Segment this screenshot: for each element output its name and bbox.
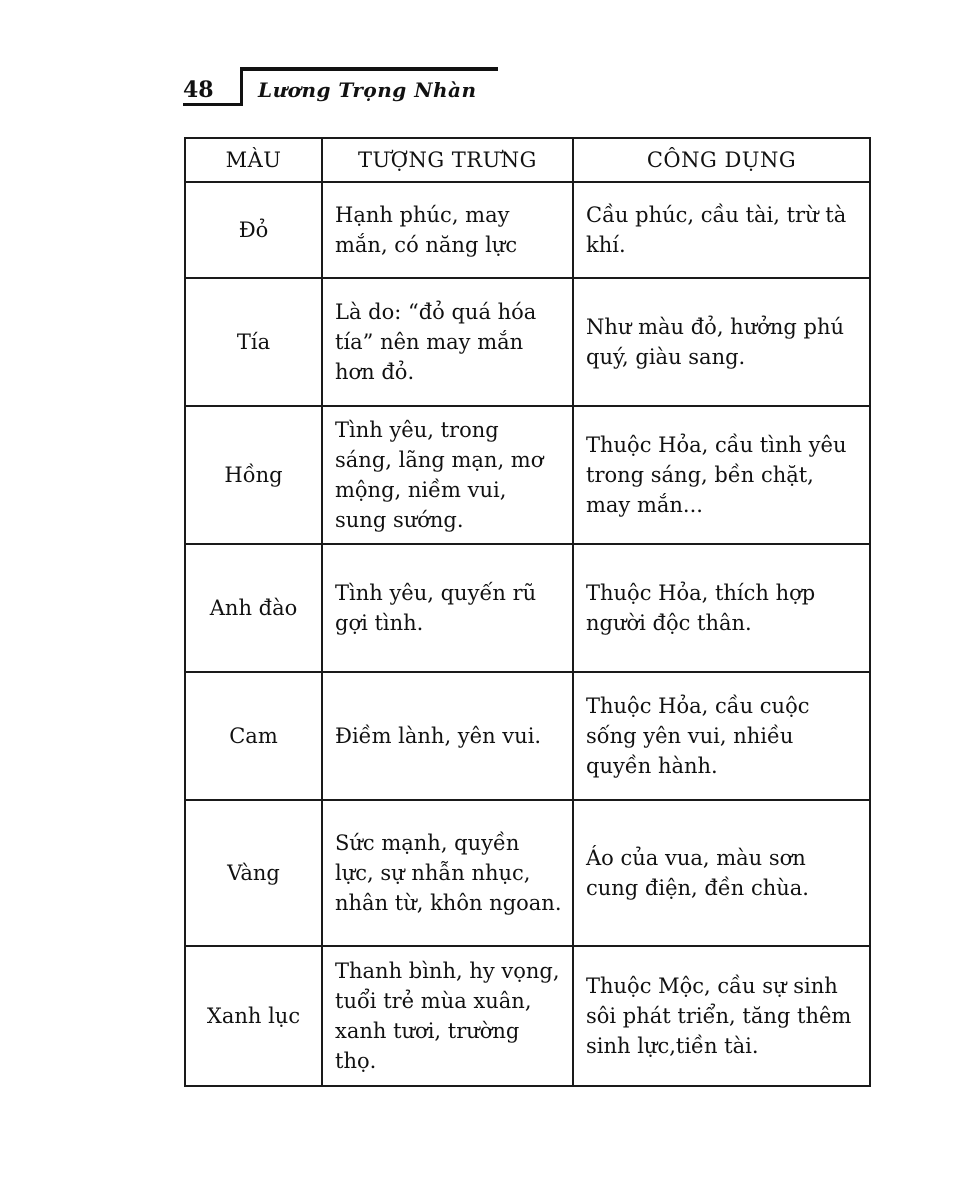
page-number: 48 xyxy=(183,77,214,103)
table-row xyxy=(185,946,870,1086)
header-rule-vertical xyxy=(240,68,243,106)
table-row xyxy=(185,278,870,406)
symbol-cell: Là do: “đỏ quá hóa tía” nên may mắn hơn đỏ. xyxy=(322,278,573,406)
symbol-cell: Sức mạnh, quyền lực, sự nhẫn nhục, nhân từ, khôn ngoan. xyxy=(322,800,573,946)
table-row xyxy=(185,672,870,800)
symbol-cell: Thanh bình, hy vọng, tuổi trẻ mùa xuân, xanh tươi, trường thọ. xyxy=(322,946,573,1086)
usage-cell: Cầu phúc, cầu tài, trừ tà khí. xyxy=(573,182,870,278)
table-row xyxy=(185,800,870,946)
column-header-usage: CÔNG DỤNG xyxy=(573,138,870,182)
symbol-cell: Điềm lành, yên vui. xyxy=(322,672,573,800)
header-rule-top xyxy=(240,67,498,71)
usage-cell: Áo của vua, màu sơn cung điện, đền chùa. xyxy=(573,800,870,946)
symbol-cell: Tình yêu, trong sáng, lãng mạn, mơ mộng, niềm vui, sung sướng. xyxy=(322,406,573,544)
color-cell: Đỏ xyxy=(185,182,322,278)
color-cell: Vàng xyxy=(185,800,322,946)
color-cell: Xanh lục xyxy=(185,946,322,1086)
usage-cell: Thuộc Hỏa, cầu cuộc sống yên vui, nhiều quyền hành. xyxy=(573,672,870,800)
page-header xyxy=(183,66,488,108)
usage-cell: Thuộc Hỏa, thích hợp người độc thân. xyxy=(573,544,870,672)
table-header-row xyxy=(185,138,870,182)
page-number-underline xyxy=(183,103,243,106)
table-row xyxy=(185,406,870,544)
color-meaning-table xyxy=(184,137,871,1087)
usage-cell: Như màu đỏ, hưởng phú quý, giàu sang. xyxy=(573,278,870,406)
author-name: Lương Trọng Nhàn xyxy=(258,78,477,102)
symbol-cell: Hạnh phúc, may mắn, có năng lực xyxy=(322,182,573,278)
symbol-cell: Tình yêu, quyến rũ gợi tình. xyxy=(322,544,573,672)
color-cell: Hồng xyxy=(185,406,322,544)
column-header-color: MÀU xyxy=(185,138,322,182)
color-cell: Tía xyxy=(185,278,322,406)
usage-cell: Thuộc Mộc, cầu sự sinh sôi phát triển, tăng thêm sinh lực,tiền tài. xyxy=(573,946,870,1086)
table-row xyxy=(185,544,870,672)
color-cell: Anh đào xyxy=(185,544,322,672)
table-row xyxy=(185,182,870,278)
color-cell: Cam xyxy=(185,672,322,800)
column-header-symbol: TƯỢNG TRƯNG xyxy=(322,138,573,182)
usage-cell: Thuộc Hỏa, cầu tình yêu trong sáng, bền chặt, may mắn... xyxy=(573,406,870,544)
